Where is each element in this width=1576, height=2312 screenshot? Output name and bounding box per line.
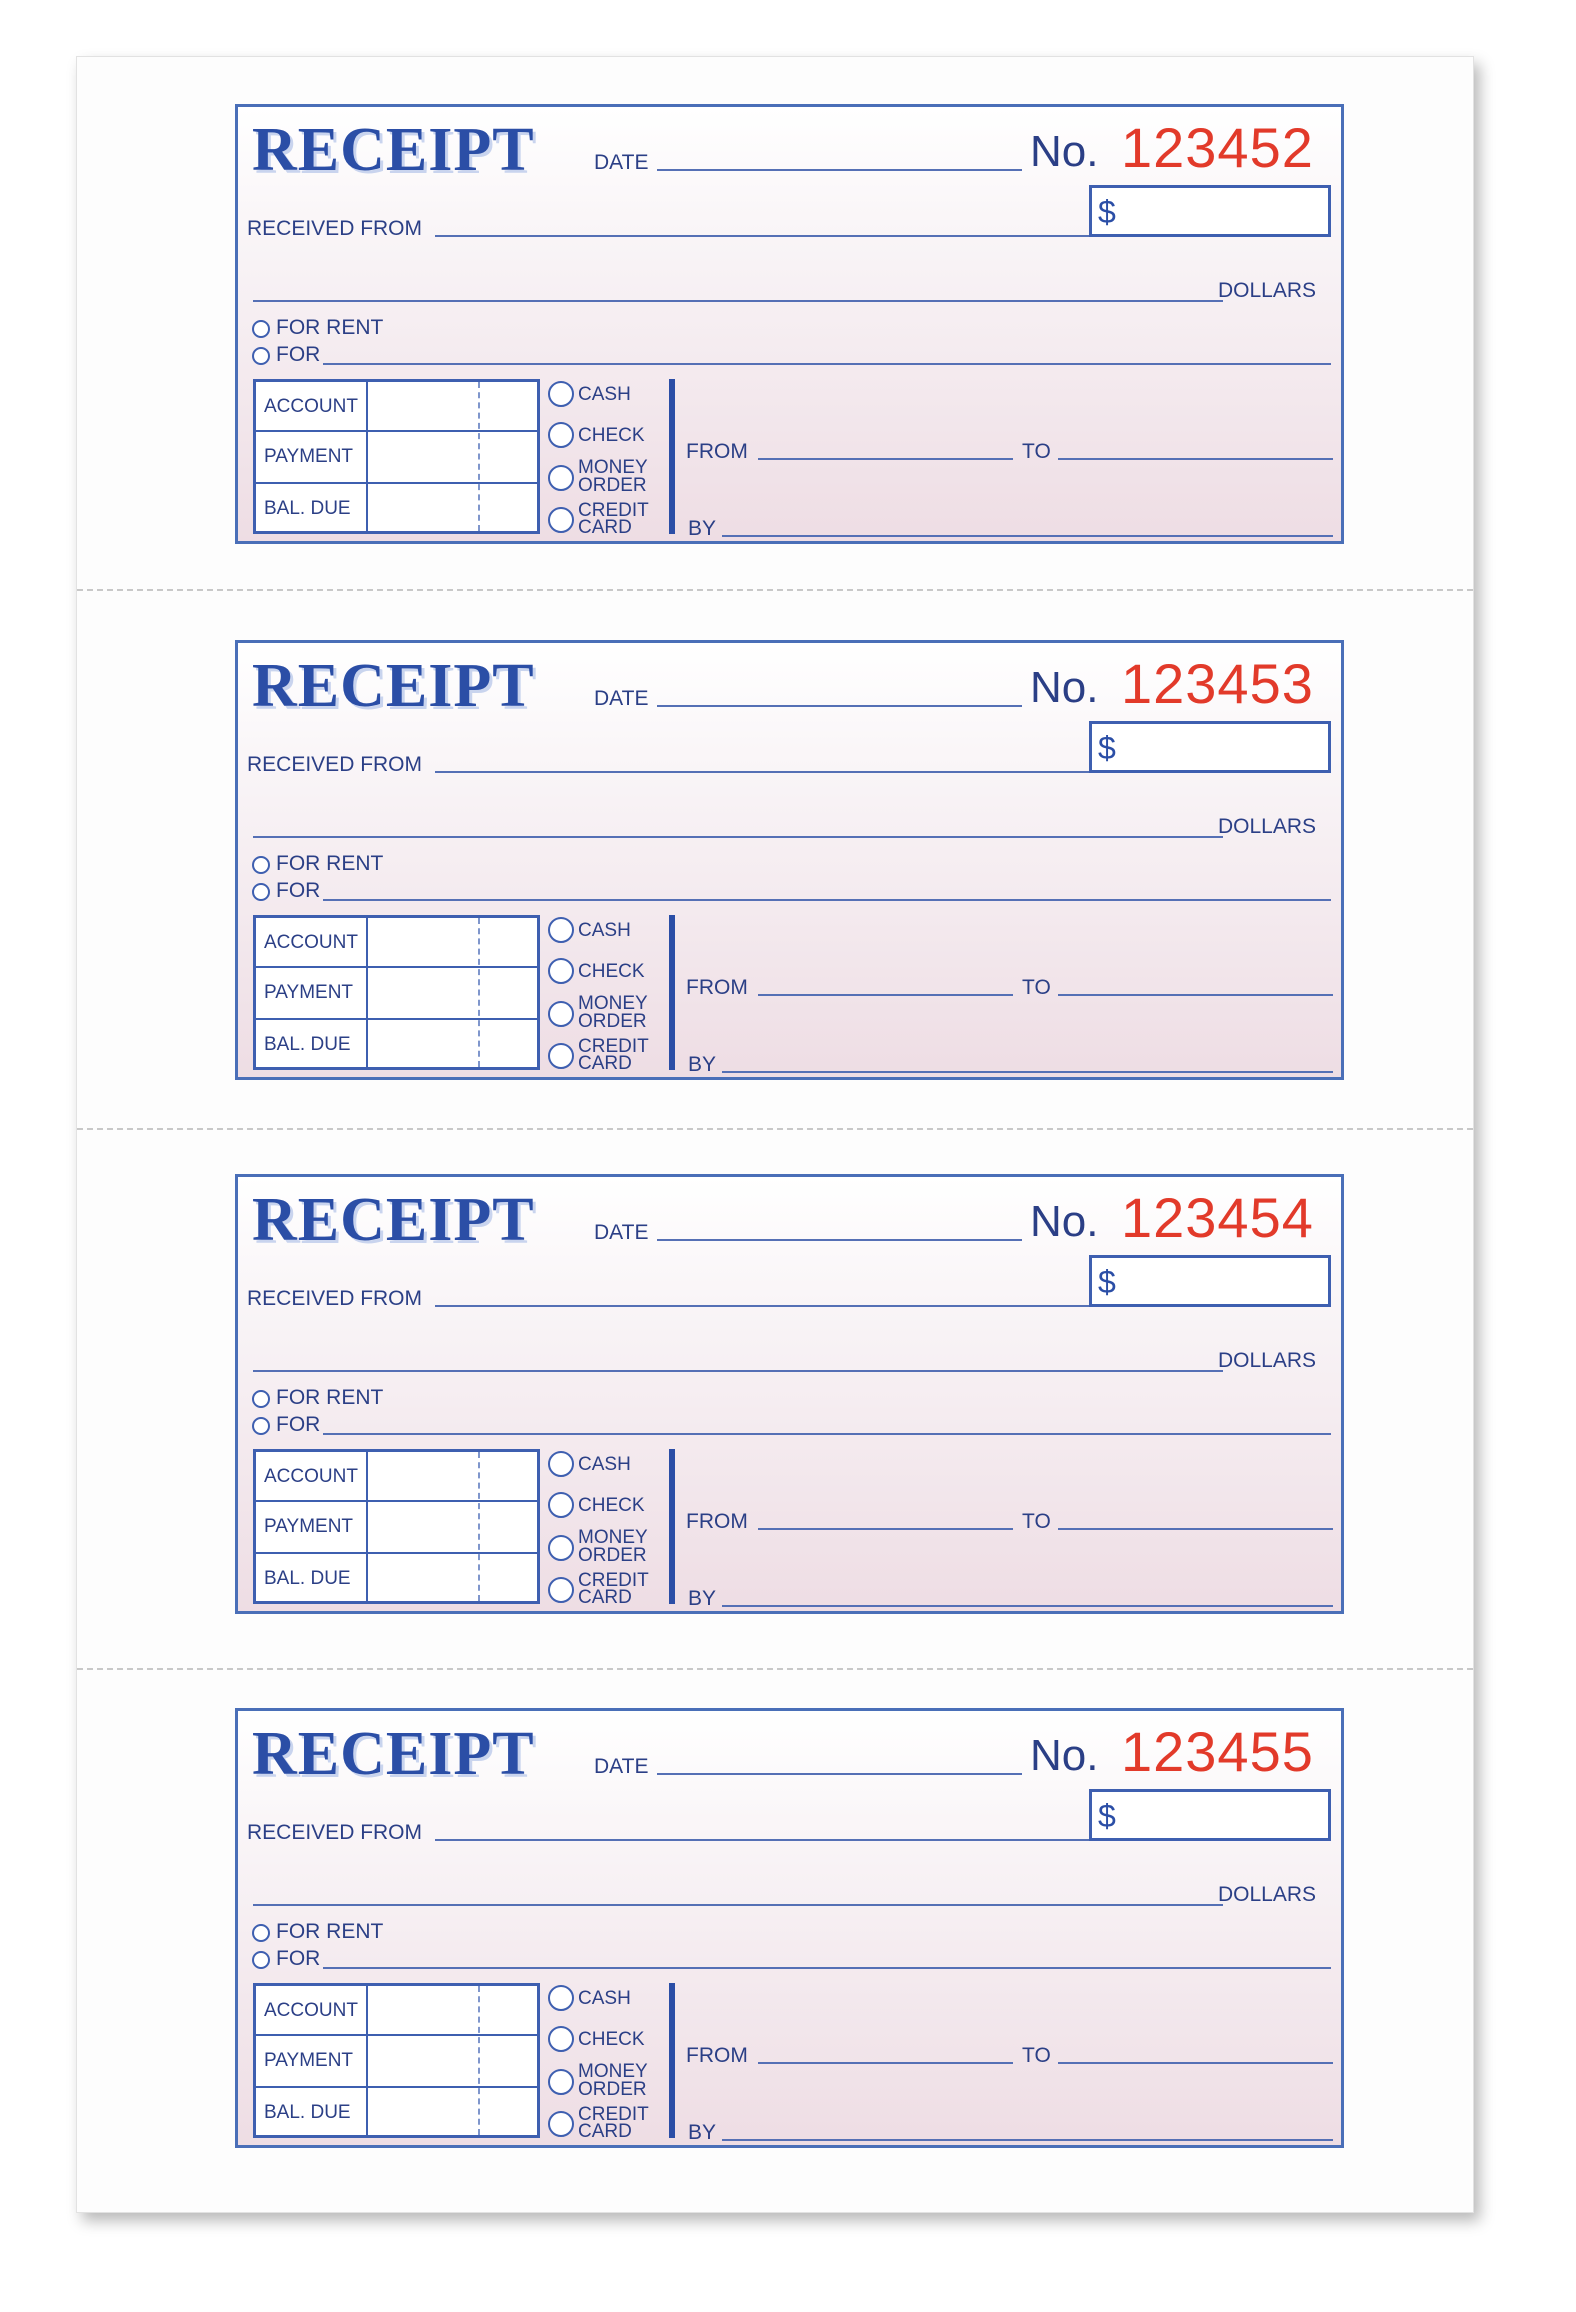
to-line[interactable]: [1058, 458, 1333, 460]
cash-radio[interactable]: [548, 1451, 574, 1477]
dollar-sign: $: [1098, 194, 1116, 230]
credit-label: CREDIT: [578, 1570, 649, 1591]
money-order-radio[interactable]: [548, 1001, 574, 1027]
account-row-divider: [256, 2086, 537, 2088]
payment-label: PAYMENT: [264, 446, 354, 467]
money-order-radio[interactable]: [548, 465, 574, 491]
dollars-label: DOLLARS: [1218, 279, 1317, 302]
from-line[interactable]: [758, 458, 1013, 460]
by-line[interactable]: [722, 535, 1333, 537]
account-row-divider: [256, 430, 537, 432]
number-label: No.: [1030, 663, 1099, 712]
account-table: [253, 915, 540, 1070]
from-line[interactable]: [758, 1528, 1013, 1530]
order-label: ORDER: [578, 1011, 647, 1032]
order-label: ORDER: [578, 475, 647, 496]
cash-label: CASH: [578, 384, 631, 405]
for-rent-radio[interactable]: [252, 1390, 270, 1408]
bal-due-label: BAL. DUE: [264, 2102, 351, 2123]
received-from-label: RECEIVED FROM: [247, 217, 423, 240]
by-label: BY: [688, 1053, 717, 1076]
dollar-sign: $: [1098, 730, 1116, 766]
money-label: MONEY: [578, 993, 648, 1014]
card-label: CARD: [578, 517, 632, 538]
from-label: FROM: [686, 2044, 748, 2067]
perforation-line: [77, 1668, 1473, 1670]
for-rent-label: FOR RENT: [276, 316, 384, 339]
credit-card-radio[interactable]: [548, 507, 574, 533]
for-rent-radio[interactable]: [252, 856, 270, 874]
payment-label: PAYMENT: [264, 982, 354, 1003]
to-label: TO: [1022, 1510, 1051, 1533]
credit-card-radio[interactable]: [548, 2111, 574, 2137]
bal-due-label: BAL. DUE: [264, 498, 351, 519]
date-label: DATE: [594, 1755, 649, 1778]
receipt-number: 123453: [1121, 652, 1314, 715]
cents-divider: [478, 1986, 480, 2135]
account-column-divider: [366, 1452, 368, 1601]
amount-words-line[interactable]: [253, 836, 1223, 838]
by-label: BY: [688, 2121, 717, 2144]
for-label: FOR: [276, 1413, 321, 1436]
receipt-slip-4: [235, 1708, 1344, 2148]
card-label: CARD: [578, 1053, 632, 1074]
date-line[interactable]: [657, 1773, 1022, 1775]
account-column-divider: [366, 382, 368, 531]
account-label: ACCOUNT: [264, 2000, 358, 2021]
account-row-divider: [256, 482, 537, 484]
for-radio[interactable]: [252, 1417, 270, 1435]
for-label: FOR: [276, 1947, 321, 1970]
amount-words-line[interactable]: [253, 1370, 1223, 1372]
check-label: CHECK: [578, 425, 645, 446]
account-table: [253, 1449, 540, 1604]
dollar-sign: $: [1098, 1798, 1116, 1834]
by-line[interactable]: [722, 2139, 1333, 2141]
for-radio[interactable]: [252, 883, 270, 901]
from-label: FROM: [686, 1510, 748, 1533]
for-line[interactable]: [323, 1967, 1331, 1969]
order-label: ORDER: [578, 2079, 647, 2100]
to-label: TO: [1022, 2044, 1051, 2067]
cash-radio[interactable]: [548, 917, 574, 943]
number-label: No.: [1030, 1197, 1099, 1246]
cents-divider: [478, 382, 480, 531]
section-divider-bar: [669, 1983, 675, 2138]
section-divider-bar: [669, 915, 675, 1070]
for-radio[interactable]: [252, 347, 270, 365]
to-line[interactable]: [1058, 1528, 1333, 1530]
account-column-divider: [366, 918, 368, 1067]
for-rent-label: FOR RENT: [276, 1386, 384, 1409]
receipt-title: RECEIPT: [252, 116, 535, 184]
received-from-label: RECEIVED FROM: [247, 753, 423, 776]
account-row-divider: [256, 1552, 537, 1554]
card-label: CARD: [578, 1587, 632, 1608]
received-from-label: RECEIVED FROM: [247, 1821, 423, 1844]
receipt-number: 123454: [1121, 1186, 1314, 1249]
by-line[interactable]: [722, 1605, 1333, 1607]
for-radio[interactable]: [252, 1951, 270, 1969]
bal-due-label: BAL. DUE: [264, 1034, 351, 1055]
by-label: BY: [688, 517, 717, 540]
section-divider-bar: [669, 379, 675, 534]
amount-field[interactable]: [1089, 185, 1331, 237]
date-label: DATE: [594, 687, 649, 710]
for-line[interactable]: [323, 899, 1331, 901]
receipt-slip-1: [235, 104, 1344, 544]
check-radio[interactable]: [548, 1492, 574, 1518]
account-label: ACCOUNT: [264, 932, 358, 953]
cents-divider: [478, 918, 480, 1067]
received-from-line[interactable]: [435, 1305, 1089, 1307]
amount-words-line[interactable]: [253, 300, 1223, 302]
amount-words-line[interactable]: [253, 1904, 1223, 1906]
cash-label: CASH: [578, 1988, 631, 2009]
for-rent-label: FOR RENT: [276, 1920, 384, 1943]
dollars-label: DOLLARS: [1218, 1349, 1317, 1372]
check-radio[interactable]: [548, 422, 574, 448]
cash-label: CASH: [578, 920, 631, 941]
account-table: [253, 379, 540, 534]
receipt-title: RECEIPT: [252, 1720, 535, 1788]
date-line[interactable]: [657, 1239, 1022, 1241]
account-column-divider: [366, 1986, 368, 2135]
account-row-divider: [256, 1500, 537, 1502]
account-table: [253, 1983, 540, 2138]
check-label: CHECK: [578, 1495, 645, 1516]
by-label: BY: [688, 1587, 717, 1610]
receipt-slip-3: [235, 1174, 1344, 1614]
account-row-divider: [256, 1018, 537, 1020]
bal-due-label: BAL. DUE: [264, 1568, 351, 1589]
account-row-divider: [256, 2034, 537, 2036]
to-label: TO: [1022, 440, 1051, 463]
for-rent-radio[interactable]: [252, 1924, 270, 1942]
dollars-label: DOLLARS: [1218, 1883, 1317, 1906]
amount-field[interactable]: [1089, 1255, 1331, 1307]
date-label: DATE: [594, 151, 649, 174]
account-row-divider: [256, 966, 537, 968]
received-from-line[interactable]: [435, 235, 1089, 237]
account-label: ACCOUNT: [264, 396, 358, 417]
for-label: FOR: [276, 879, 321, 902]
check-radio[interactable]: [548, 2026, 574, 2052]
check-label: CHECK: [578, 961, 645, 982]
credit-label: CREDIT: [578, 2104, 649, 2125]
money-label: MONEY: [578, 457, 648, 478]
date-label: DATE: [594, 1221, 649, 1244]
section-divider-bar: [669, 1449, 675, 1604]
check-radio[interactable]: [548, 958, 574, 984]
to-label: TO: [1022, 976, 1051, 999]
money-label: MONEY: [578, 2061, 648, 2082]
from-line[interactable]: [758, 994, 1013, 996]
money-label: MONEY: [578, 1527, 648, 1548]
receipt-number: 123452: [1121, 116, 1314, 179]
received-from-label: RECEIVED FROM: [247, 1287, 423, 1310]
date-line[interactable]: [657, 169, 1022, 171]
for-line[interactable]: [323, 363, 1331, 365]
perforation-line: [77, 1128, 1473, 1130]
number-label: No.: [1030, 1731, 1099, 1780]
from-line[interactable]: [758, 2062, 1013, 2064]
check-label: CHECK: [578, 2029, 645, 2050]
cash-label: CASH: [578, 1454, 631, 1475]
receipt-number: 123455: [1121, 1720, 1314, 1783]
credit-card-radio[interactable]: [548, 1043, 574, 1069]
credit-card-radio[interactable]: [548, 1577, 574, 1603]
amount-field[interactable]: [1089, 721, 1331, 773]
payment-label: PAYMENT: [264, 2050, 354, 2071]
receipt-title: RECEIPT: [252, 652, 535, 720]
number-label: No.: [1030, 127, 1099, 176]
payment-label: PAYMENT: [264, 1516, 354, 1537]
from-label: FROM: [686, 440, 748, 463]
received-from-line[interactable]: [435, 771, 1089, 773]
receipt-slip-2: [235, 640, 1344, 1080]
from-label: FROM: [686, 976, 748, 999]
money-order-radio[interactable]: [548, 2069, 574, 2095]
amount-field[interactable]: [1089, 1789, 1331, 1841]
for-line[interactable]: [323, 1433, 1331, 1435]
money-order-radio[interactable]: [548, 1535, 574, 1561]
order-label: ORDER: [578, 1545, 647, 1566]
received-from-line[interactable]: [435, 1839, 1089, 1841]
cash-radio[interactable]: [548, 381, 574, 407]
account-label: ACCOUNT: [264, 1466, 358, 1487]
dollars-label: DOLLARS: [1218, 815, 1317, 838]
for-rent-radio[interactable]: [252, 320, 270, 338]
card-label: CARD: [578, 2121, 632, 2142]
cents-divider: [478, 1452, 480, 1601]
date-line[interactable]: [657, 705, 1022, 707]
by-line[interactable]: [722, 1071, 1333, 1073]
dollar-sign: $: [1098, 1264, 1116, 1300]
for-rent-label: FOR RENT: [276, 852, 384, 875]
to-line[interactable]: [1058, 994, 1333, 996]
for-label: FOR: [276, 343, 321, 366]
cash-radio[interactable]: [548, 1985, 574, 2011]
perforation-line: [77, 589, 1473, 591]
receipt-title: RECEIPT: [252, 1186, 535, 1254]
credit-label: CREDIT: [578, 500, 649, 521]
credit-label: CREDIT: [578, 1036, 649, 1057]
to-line[interactable]: [1058, 2062, 1333, 2064]
